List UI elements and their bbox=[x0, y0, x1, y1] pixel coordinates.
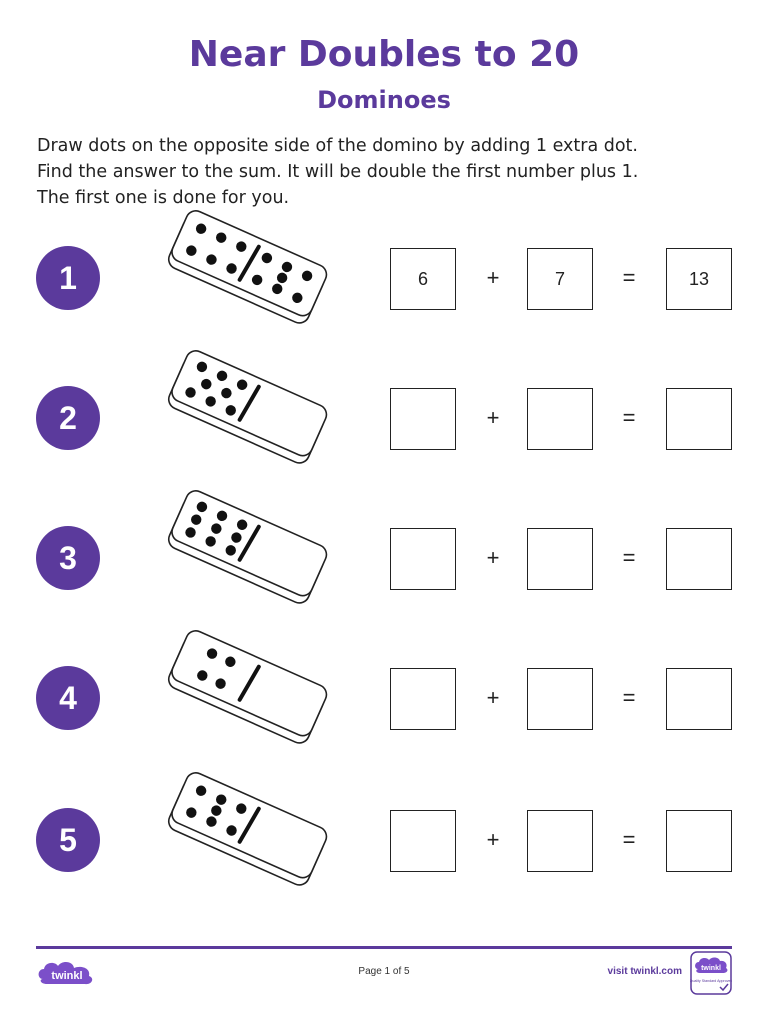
instruction-line: The first one is done for you. bbox=[37, 188, 290, 208]
answer-box[interactable]: 13 bbox=[666, 248, 732, 310]
badge-text: twinkl bbox=[701, 965, 721, 972]
logo-text: twinkl bbox=[51, 970, 83, 982]
addend-1-box[interactable] bbox=[390, 810, 456, 872]
addend-2-box[interactable] bbox=[527, 388, 593, 450]
domino-4 bbox=[158, 620, 338, 760]
plus-sign: + bbox=[486, 685, 500, 710]
page-title: Near Doubles to 20 bbox=[188, 34, 580, 75]
problem-row-3 bbox=[0, 526, 768, 666]
plus-sign: + bbox=[486, 405, 500, 430]
plus-sign: + bbox=[486, 545, 500, 570]
domino-1 bbox=[158, 200, 338, 340]
problem-row-5 bbox=[0, 808, 768, 948]
domino-3 bbox=[158, 480, 338, 620]
problem-number: 1 bbox=[36, 246, 100, 310]
equals-sign: = bbox=[622, 827, 636, 852]
answer-box[interactable] bbox=[666, 668, 732, 730]
problem-number: 3 bbox=[36, 526, 100, 590]
page-subtitle: Dominoes bbox=[317, 86, 451, 114]
instruction-line: Draw dots on the opposite side of the domino by adding 1 extra dot. bbox=[37, 136, 638, 156]
domino-2 bbox=[158, 340, 338, 480]
plus-sign: + bbox=[486, 827, 500, 852]
instructions bbox=[37, 133, 737, 211]
addend-1-box[interactable] bbox=[390, 388, 456, 450]
badge-caption: Quality Standard Approved bbox=[690, 979, 732, 983]
visit-link[interactable]: visit twinkl.com bbox=[607, 966, 682, 977]
problem-row-4 bbox=[0, 666, 768, 806]
domino-5 bbox=[158, 762, 338, 902]
answer-box[interactable] bbox=[666, 388, 732, 450]
equals-sign: = bbox=[622, 545, 636, 570]
equals-sign: = bbox=[622, 405, 636, 430]
quality-badge-icon bbox=[690, 951, 732, 995]
addend-1-box[interactable] bbox=[390, 528, 456, 590]
problem-row-2 bbox=[0, 386, 768, 526]
problem-number: 2 bbox=[36, 386, 100, 450]
equals-sign: = bbox=[622, 265, 636, 290]
addend-2-box[interactable] bbox=[527, 810, 593, 872]
addend-1-box[interactable]: 6 bbox=[390, 248, 456, 310]
footer-divider bbox=[36, 946, 732, 949]
problem-number: 5 bbox=[36, 808, 100, 872]
answer-box[interactable] bbox=[666, 528, 732, 590]
addend-1-box[interactable] bbox=[390, 668, 456, 730]
page-number: Page 1 of 5 bbox=[358, 966, 410, 977]
addend-2-box[interactable] bbox=[527, 668, 593, 730]
instruction-line: Find the answer to the sum. It will be double the first number plus 1. bbox=[37, 162, 639, 182]
answer-box[interactable] bbox=[666, 810, 732, 872]
problem-number: 4 bbox=[36, 666, 100, 730]
problem-row-1 bbox=[0, 246, 768, 386]
addend-2-box[interactable]: 7 bbox=[527, 248, 593, 310]
addend-2-box[interactable] bbox=[527, 528, 593, 590]
equals-sign: = bbox=[622, 685, 636, 710]
plus-sign: + bbox=[486, 265, 500, 290]
